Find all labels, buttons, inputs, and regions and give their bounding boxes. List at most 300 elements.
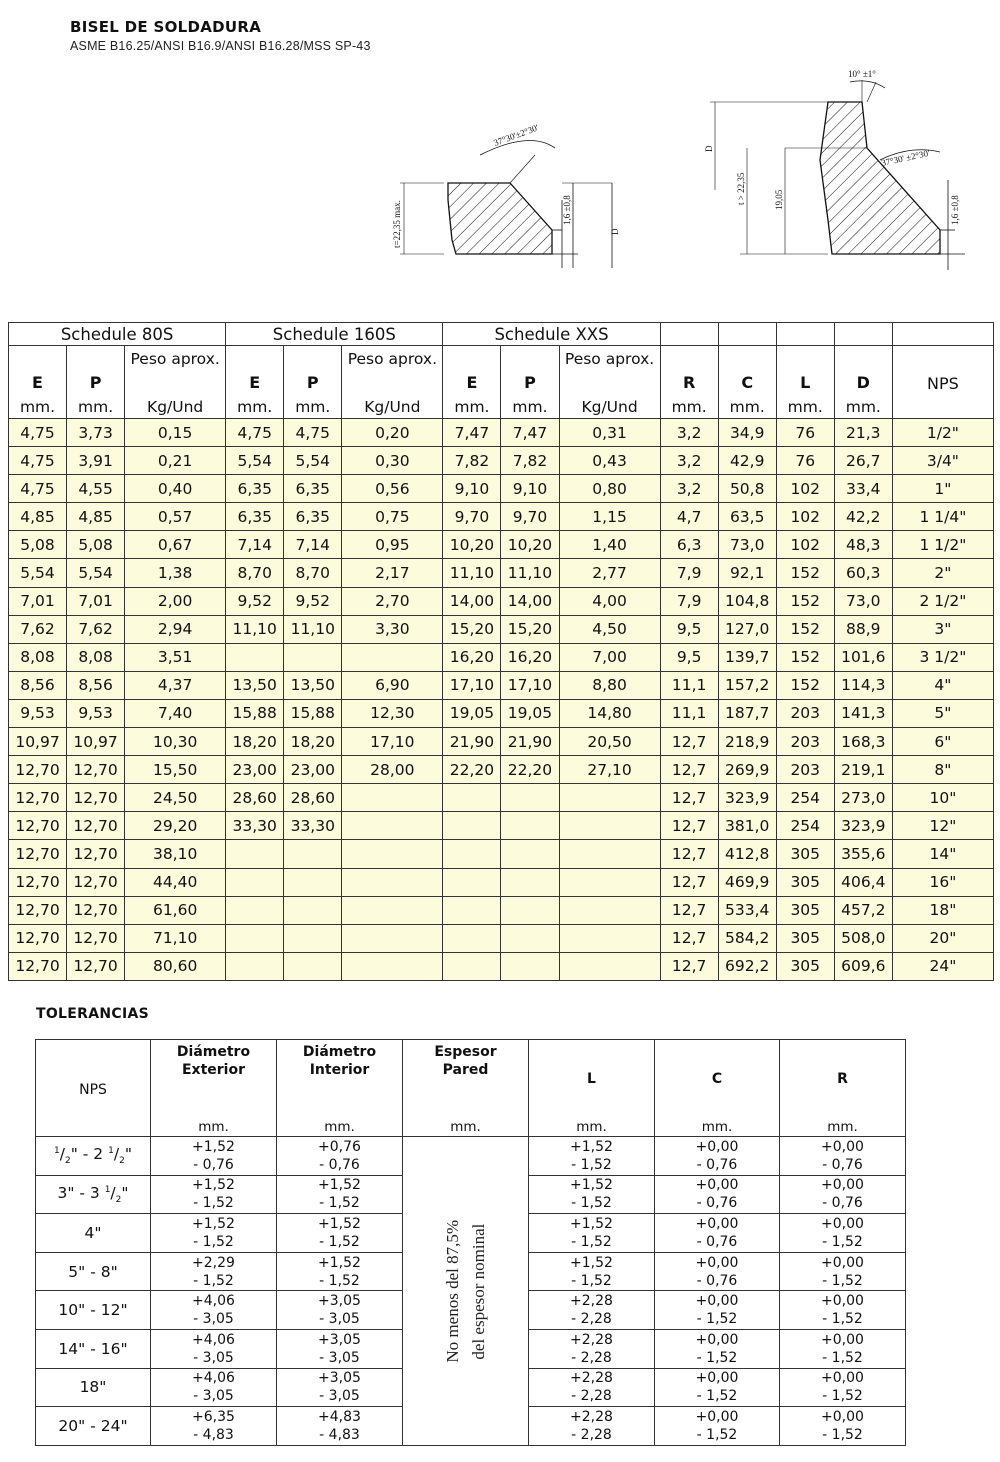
table-cell: 33,30	[284, 812, 342, 840]
table-cell: 2,00	[125, 587, 226, 615]
table-cell: 5"	[892, 699, 993, 727]
table-row	[9, 671, 994, 699]
table-cell: 27,10	[559, 756, 660, 784]
table-cell: 20,50	[559, 728, 660, 756]
table-cell: 203	[776, 756, 834, 784]
table-cell: 219,1	[834, 756, 892, 784]
table-cell: 168,3	[834, 728, 892, 756]
table-row	[9, 756, 994, 784]
table-cell: 1/2"	[892, 419, 993, 447]
table-cell: 9,70	[443, 503, 501, 531]
table-cell: 21,90	[443, 728, 501, 756]
table-cell: 42,2	[834, 503, 892, 531]
table-cell: 9,70	[501, 503, 559, 531]
group-header-160s: Schedule 160S	[226, 323, 443, 346]
tol-c-cell: +0,00 - 0,76	[655, 1252, 780, 1291]
table-cell: 18,20	[284, 728, 342, 756]
table-cell: 412,8	[718, 840, 776, 868]
table-cell: 11,10	[284, 615, 342, 643]
col-header-d: D mm.	[834, 346, 892, 419]
table-cell: 12,7	[660, 784, 718, 812]
table-cell: 457,2	[834, 896, 892, 924]
table-cell: 14,00	[443, 587, 501, 615]
table-cell: 18"	[892, 896, 993, 924]
tol-header-ep: Espesor Pared mm.	[403, 1040, 529, 1137]
tol-nps-cell: 20" - 24"	[36, 1407, 151, 1446]
table-cell	[559, 952, 660, 980]
table-cell: 13,50	[284, 671, 342, 699]
table-cell: 16"	[892, 868, 993, 896]
schedule-table	[8, 322, 994, 981]
table-cell: 1,40	[559, 531, 660, 559]
header-blank-c	[718, 323, 776, 346]
table-cell: 269,9	[718, 756, 776, 784]
table-row	[9, 924, 994, 952]
table-cell: 254	[776, 812, 834, 840]
table-cell: 12,70	[9, 924, 67, 952]
table-cell	[501, 868, 559, 896]
table-cell: 80,60	[125, 952, 226, 980]
table-row	[9, 587, 994, 615]
espesor-note-cell: No menos del 87,5% del espesor nominal	[403, 1137, 529, 1446]
table-cell: 8,70	[226, 559, 284, 587]
tol-header-di: Diámetro Interior mm.	[277, 1040, 403, 1137]
table-cell: 6,35	[226, 503, 284, 531]
table-cell: 73,0	[834, 587, 892, 615]
table-cell: 12,7	[660, 728, 718, 756]
table-cell: 12,70	[9, 812, 67, 840]
tol-l-cell: +1,52 - 1,52	[529, 1214, 655, 1253]
table-cell: 273,0	[834, 784, 892, 812]
tol-de-cell: +1,52 - 1,52	[151, 1175, 277, 1214]
table-row	[9, 812, 994, 840]
table-cell: 1,38	[125, 559, 226, 587]
table-cell: 8,08	[67, 643, 125, 671]
table-cell: 3,2	[660, 475, 718, 503]
table-cell	[443, 784, 501, 812]
tol-r-cell: +0,00 - 1,52	[780, 1252, 906, 1291]
table-cell	[226, 868, 284, 896]
table-cell: 12,70	[9, 784, 67, 812]
table-cell: 21,90	[501, 728, 559, 756]
table-cell: 4,7	[660, 503, 718, 531]
table-cell: 1"	[892, 475, 993, 503]
tol-r-cell: +0,00 - 1,52	[780, 1329, 906, 1368]
tol-c-cell: +0,00 - 1,52	[655, 1407, 780, 1446]
group-header-80s: Schedule 80S	[9, 323, 226, 346]
table-cell: 71,10	[125, 924, 226, 952]
table-cell: 16,20	[443, 643, 501, 671]
table-cell: 12,7	[660, 756, 718, 784]
table-cell	[501, 896, 559, 924]
table-cell: 1 1/4"	[892, 503, 993, 531]
table-cell: 9,5	[660, 615, 718, 643]
bevel-diagram	[380, 60, 980, 290]
table-cell: 15,88	[284, 699, 342, 727]
table-cell: 16,20	[501, 643, 559, 671]
table-cell	[559, 840, 660, 868]
table-cell: 8,70	[284, 559, 342, 587]
header-blank-nps	[892, 323, 993, 346]
table-cell: 7,62	[67, 615, 125, 643]
table-cell	[443, 812, 501, 840]
table-cell: 11,1	[660, 699, 718, 727]
table-cell: 4,75	[9, 447, 67, 475]
table-cell	[443, 840, 501, 868]
col-header-r: R mm.	[660, 346, 718, 419]
table-cell: 6"	[892, 728, 993, 756]
col-header-e: E mm.	[9, 346, 67, 419]
tol-r-cell: +0,00 - 0,76	[780, 1137, 906, 1176]
tol-l-cell: +2,28 - 2,28	[529, 1329, 655, 1368]
table-cell: 21,3	[834, 419, 892, 447]
table-cell: 12,70	[67, 840, 125, 868]
table-cell	[284, 840, 342, 868]
table-cell: 9,5	[660, 643, 718, 671]
table-cell: 11,10	[226, 615, 284, 643]
table-cell: 305	[776, 840, 834, 868]
table-cell: 4,85	[67, 503, 125, 531]
table-cell: 12,7	[660, 924, 718, 952]
table-cell: 29,20	[125, 812, 226, 840]
tol-de-cell: +1,52 - 0,76	[151, 1137, 277, 1176]
col-header-p: P mm.	[501, 346, 559, 419]
table-cell: 12,7	[660, 840, 718, 868]
table-cell	[284, 924, 342, 952]
table-cell: 152	[776, 671, 834, 699]
table-cell: 23,00	[284, 756, 342, 784]
table-cell: 1,15	[559, 503, 660, 531]
standards-subtitle: ASME B16.25/ANSI B16.9/ANSI B16.28/MSS SP-43	[70, 39, 371, 53]
table-cell: 12,70	[9, 952, 67, 980]
table-cell: 3/4"	[892, 447, 993, 475]
table-cell: 14,00	[501, 587, 559, 615]
table-cell: 6,35	[284, 503, 342, 531]
table-cell: 2,94	[125, 615, 226, 643]
tol-c-cell: +0,00 - 1,52	[655, 1291, 780, 1330]
table-cell: 3 1/2"	[892, 643, 993, 671]
table-cell	[559, 896, 660, 924]
table-cell: 14,80	[559, 699, 660, 727]
table-cell: 6,3	[660, 531, 718, 559]
table-cell: 7,82	[443, 447, 501, 475]
left-bevel-drawing	[392, 122, 620, 268]
column-header-row	[9, 346, 994, 419]
table-cell: 12,70	[67, 952, 125, 980]
table-cell	[342, 896, 443, 924]
tol-di-cell: +3,05 - 3,05	[277, 1329, 403, 1368]
tol-l-cell: +2,28 - 2,28	[529, 1291, 655, 1330]
col-header-nps: NPS	[892, 346, 993, 419]
table-cell: 61,60	[125, 896, 226, 924]
right-thickness-label: t > 22,35	[736, 172, 746, 205]
table-cell: 9,10	[501, 475, 559, 503]
table-cell: 305	[776, 868, 834, 896]
table-cell	[501, 952, 559, 980]
table-cell	[226, 896, 284, 924]
page-title: BISEL DE SOLDADURA	[70, 18, 262, 36]
table-cell	[226, 924, 284, 952]
table-cell	[443, 896, 501, 924]
table-cell: 8,56	[9, 671, 67, 699]
tol-header-c: C mm.	[655, 1040, 780, 1137]
tol-de-cell: +4,06 - 3,05	[151, 1368, 277, 1407]
table-cell: 1 1/2"	[892, 531, 993, 559]
table-cell: 0,57	[125, 503, 226, 531]
table-cell: 2 1/2"	[892, 587, 993, 615]
table-cell: 8,56	[67, 671, 125, 699]
tol-nps-cell: 4"	[36, 1214, 151, 1253]
table-cell	[501, 924, 559, 952]
table-cell: 12"	[892, 812, 993, 840]
header-blank-l	[776, 323, 834, 346]
table-cell: 19,05	[443, 699, 501, 727]
tol-di-cell: +4,83 - 4,83	[277, 1407, 403, 1446]
table-cell: 12,30	[342, 699, 443, 727]
table-cell: 6,35	[284, 475, 342, 503]
tol-r-cell: +0,00 - 1,52	[780, 1407, 906, 1446]
table-cell: 10"	[892, 784, 993, 812]
right-height-label: 19,05	[774, 189, 784, 210]
table-cell: 218,9	[718, 728, 776, 756]
tol-l-cell: +1,52 - 1,52	[529, 1137, 655, 1176]
header-blank-r	[660, 323, 718, 346]
tolerancias-title: TOLERANCIAS	[36, 1006, 149, 1022]
table-cell: 6,35	[226, 475, 284, 503]
tol-nps-cell: 10" - 12"	[36, 1291, 151, 1330]
tol-c-cell: +0,00 - 0,76	[655, 1214, 780, 1253]
table-cell	[342, 784, 443, 812]
tol-header-l: L mm.	[529, 1040, 655, 1137]
table-row	[9, 896, 994, 924]
tol-c-cell: +0,00 - 1,52	[655, 1368, 780, 1407]
tol-nps-cell: 14" - 16"	[36, 1329, 151, 1368]
header-blank-d	[834, 323, 892, 346]
tol-de-cell: +6,35 - 4,83	[151, 1407, 277, 1446]
table-cell	[559, 784, 660, 812]
table-cell: 28,60	[284, 784, 342, 812]
table-cell: 44,40	[125, 868, 226, 896]
tol-header-de: Diámetro Exterior mm.	[151, 1040, 277, 1137]
tol-nps-cell: 18"	[36, 1368, 151, 1407]
tol-de-cell: +2,29 - 1,52	[151, 1252, 277, 1291]
table-cell: 12,7	[660, 868, 718, 896]
table-cell: 24"	[892, 952, 993, 980]
table-cell: 2,17	[342, 559, 443, 587]
table-cell: 20"	[892, 924, 993, 952]
col-header-l: L mm.	[776, 346, 834, 419]
table-cell: 42,9	[718, 447, 776, 475]
table-cell: 63,5	[718, 503, 776, 531]
table-cell: 533,4	[718, 896, 776, 924]
left-root-label: 1,6 ±0,8	[562, 195, 572, 225]
table-cell	[342, 924, 443, 952]
table-row	[9, 643, 994, 671]
table-cell: 381,0	[718, 812, 776, 840]
table-cell: 12,70	[67, 812, 125, 840]
tol-c-cell: +0,00 - 1,52	[655, 1329, 780, 1368]
table-cell: 24,50	[125, 784, 226, 812]
col-header-p: P mm.	[284, 346, 342, 419]
table-cell: 23,00	[226, 756, 284, 784]
table-cell: 4,00	[559, 587, 660, 615]
table-cell: 0,95	[342, 531, 443, 559]
table-cell: 323,9	[718, 784, 776, 812]
table-cell: 305	[776, 952, 834, 980]
table-cell: 7,62	[9, 615, 67, 643]
table-cell: 11,10	[443, 559, 501, 587]
tol-nps-cell: 5" - 8"	[36, 1252, 151, 1291]
table-row	[9, 531, 994, 559]
table-cell: 12,7	[660, 812, 718, 840]
table-cell: 50,8	[718, 475, 776, 503]
table-cell: 18,20	[226, 728, 284, 756]
table-cell: 3,91	[67, 447, 125, 475]
table-cell	[559, 924, 660, 952]
table-cell: 12,70	[9, 840, 67, 868]
left-angle-label: 37°30'±2°30'	[492, 122, 540, 148]
table-cell: 139,7	[718, 643, 776, 671]
table-cell: 12,70	[9, 868, 67, 896]
table-cell: 0,80	[559, 475, 660, 503]
table-cell: 5,54	[9, 559, 67, 587]
table-row	[9, 952, 994, 980]
table-cell	[559, 812, 660, 840]
table-cell: 7,00	[559, 643, 660, 671]
tol-de-cell: +4,06 - 3,05	[151, 1329, 277, 1368]
table-cell: 12,70	[9, 756, 67, 784]
table-cell: 34,9	[718, 419, 776, 447]
table-cell: 4,75	[9, 419, 67, 447]
table-cell: 3,51	[125, 643, 226, 671]
table-cell: 0,75	[342, 503, 443, 531]
tol-header-nps: NPS	[36, 1040, 151, 1137]
tol-l-cell: +2,28 - 2,28	[529, 1407, 655, 1446]
table-row	[9, 840, 994, 868]
table-cell	[443, 952, 501, 980]
table-cell: 8"	[892, 756, 993, 784]
tol-di-cell: +1,52 - 1,52	[277, 1175, 403, 1214]
table-cell: 15,50	[125, 756, 226, 784]
table-cell: 7,47	[501, 419, 559, 447]
table-cell	[342, 643, 443, 671]
tolerances-body	[36, 1137, 906, 1446]
left-d-label: D	[610, 228, 620, 235]
table-cell: 101,6	[834, 643, 892, 671]
table-cell: 7,01	[9, 587, 67, 615]
table-cell: 10,30	[125, 728, 226, 756]
table-cell: 0,20	[342, 419, 443, 447]
table-cell: 5,08	[9, 531, 67, 559]
table-cell: 5,54	[226, 447, 284, 475]
table-cell: 28,60	[226, 784, 284, 812]
table-cell	[226, 840, 284, 868]
table-cell: 12,70	[67, 756, 125, 784]
table-cell: 17,10	[342, 728, 443, 756]
table-cell: 187,7	[718, 699, 776, 727]
table-row	[9, 784, 994, 812]
table-cell: 305	[776, 924, 834, 952]
table-cell: 5,54	[67, 559, 125, 587]
table-cell: 73,0	[718, 531, 776, 559]
table-cell: 609,6	[834, 952, 892, 980]
table-cell	[284, 896, 342, 924]
col-header-peso: Peso aprox. Kg/Und	[559, 346, 660, 419]
table-cell: 17,10	[501, 671, 559, 699]
table-cell: 114,3	[834, 671, 892, 699]
table-cell	[559, 868, 660, 896]
table-cell: 26,7	[834, 447, 892, 475]
table-row	[9, 615, 994, 643]
table-cell: 692,2	[718, 952, 776, 980]
table-cell: 9,53	[9, 699, 67, 727]
table-cell: 76	[776, 419, 834, 447]
table-cell: 4,37	[125, 671, 226, 699]
tol-l-cell: +1,52 - 1,52	[529, 1252, 655, 1291]
table-cell: 4"	[892, 671, 993, 699]
tol-l-cell: +1,52 - 1,52	[529, 1175, 655, 1214]
col-header-e: E mm.	[226, 346, 284, 419]
table-cell: 12,70	[67, 784, 125, 812]
table-cell: 4,75	[284, 419, 342, 447]
table-cell: 3"	[892, 615, 993, 643]
tol-di-cell: +1,52 - 1,52	[277, 1252, 403, 1291]
table-cell: 157,2	[718, 671, 776, 699]
table-cell: 48,3	[834, 531, 892, 559]
table-cell	[342, 840, 443, 868]
table-cell: 102	[776, 475, 834, 503]
table-cell: 14"	[892, 840, 993, 868]
table-row	[9, 699, 994, 727]
tol-nps-cell: $^1/_2$" - 2 $^1/_2$"	[36, 1137, 151, 1176]
table-cell: 11,10	[501, 559, 559, 587]
tol-di-cell: +3,05 - 3,05	[277, 1291, 403, 1330]
table-cell: 7,82	[501, 447, 559, 475]
table-cell: 323,9	[834, 812, 892, 840]
table-cell: 203	[776, 728, 834, 756]
table-cell: 406,4	[834, 868, 892, 896]
table-cell: 10,97	[67, 728, 125, 756]
table-cell: 4,85	[9, 503, 67, 531]
table-cell: 0,56	[342, 475, 443, 503]
table-cell: 12,70	[67, 896, 125, 924]
table-cell: 9,53	[67, 699, 125, 727]
table-cell: 7,14	[284, 531, 342, 559]
tol-l-cell: +2,28 - 2,28	[529, 1368, 655, 1407]
table-cell: 0,43	[559, 447, 660, 475]
table-cell	[284, 952, 342, 980]
table-cell: 17,10	[443, 671, 501, 699]
right-bevel-drawing	[704, 69, 965, 270]
table-cell: 2,70	[342, 587, 443, 615]
table-row	[9, 419, 994, 447]
table-cell: 4,75	[9, 475, 67, 503]
table-cell: 305	[776, 896, 834, 924]
table-cell: 0,31	[559, 419, 660, 447]
table-cell: 469,9	[718, 868, 776, 896]
tol-de-cell: +1,52 - 1,52	[151, 1214, 277, 1253]
tol-c-cell: +0,00 - 0,76	[655, 1137, 780, 1176]
table-cell: 7,40	[125, 699, 226, 727]
table-row	[9, 447, 994, 475]
table-cell: 203	[776, 699, 834, 727]
table-cell	[284, 868, 342, 896]
table-cell: 152	[776, 615, 834, 643]
table-cell: 104,8	[718, 587, 776, 615]
table-cell	[501, 812, 559, 840]
tolerances-table	[35, 1039, 906, 1446]
table-cell: 3,2	[660, 447, 718, 475]
